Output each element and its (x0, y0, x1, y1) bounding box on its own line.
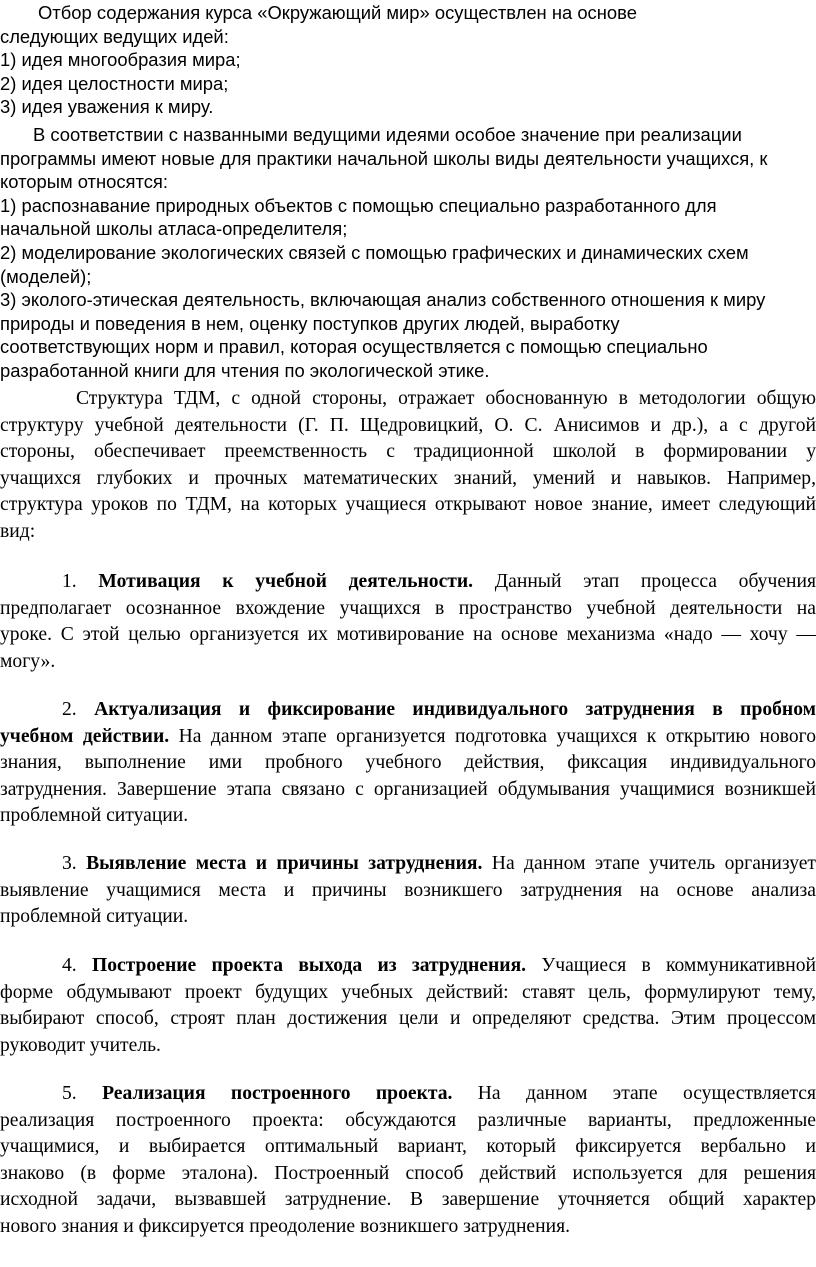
stage-line: проблемной ситуации. (0, 805, 189, 827)
tdm-line: структура уроков по ТДМ, на которых учащиеся открывают новое знание, имеет следующий (0, 494, 816, 516)
stage-text: Учащиеся в коммуникативной (541, 955, 816, 976)
activities-line: 1) распознавание природных объектов с помощью специально разработанного для (0, 194, 717, 216)
activities-line: (моделей); (0, 265, 92, 287)
tdm-line: вид: (0, 520, 36, 542)
idea-item: 2) идея целостности мира; (0, 72, 229, 94)
activities-line: начальной школы атласа-определителя; (0, 218, 348, 240)
stage-2-first-line (0, 697, 816, 724)
stage-number: 3. (62, 853, 77, 874)
stage-title: Выявление места и причины затруднения. (86, 853, 483, 874)
stage-title-cont: учебном действии. (0, 725, 170, 747)
activities-line: которым относятся: (0, 171, 168, 193)
stage-line: реализация построенного проекта: обсуждаются различные варианты, предложенные (0, 1109, 816, 1131)
stage-line: могу». (0, 650, 56, 672)
stage-1 (0, 569, 816, 675)
stage-line: руководит учитель. (0, 1034, 161, 1056)
stage-3 (0, 851, 816, 931)
activities-line: программы имеют новые для практики начальной школы виды деятельности учащихся, к (0, 147, 768, 169)
stage-line: выбирают способ, строят план достижения цели и определяют средства. Этим процессом (0, 1008, 816, 1030)
stage-line: исходной задачи, вызвавшей затруднение. В завершение уточняется общий характер (0, 1189, 816, 1211)
intro-line: Отбор содержания курса «Окружающий мир» осуществлен на основе (38, 2, 637, 23)
stage-text: На данном этапе осуществляется (477, 1083, 816, 1104)
activities-line: 2) моделирование экологических связей с помощью графических и динамических схем (0, 241, 749, 263)
stage-line: затруднения. Завершение этапа связано с организацией обдумывания учащимися возникшей (0, 778, 816, 800)
activities-line: разработанной книги для чтения по экологической этике. (0, 359, 490, 381)
stage-line: проблемной ситуации. (0, 906, 189, 928)
stage-2-second-line (0, 724, 816, 751)
stage-line: предполагает осознанное вхождение учащихся в пространство учебной деятельности на (0, 597, 816, 619)
stage-text: Данный этап процесса обучения (494, 571, 816, 592)
stage-4-first-line (0, 953, 816, 980)
tdm-line: Структура ТДМ, с одной стороны, отражает обоснованную в методологии общую (76, 388, 816, 409)
stage-2 (0, 697, 816, 830)
activities-line: соответствующих норм и правил, которая осуществляется с помощью специально (0, 336, 708, 358)
intro-line: следующих ведущих идей: (0, 25, 229, 47)
activities-line: природы и поведения в нем, оценку поступков других людей, выработку (0, 312, 620, 334)
stage-line: уроке. С этой целью организуется их мотивирование на основе механизма «надо — хочу — (0, 624, 816, 646)
activities-line: 3) эколого-этическая деятельность, включающая анализ собственного отношения к миру (0, 289, 766, 311)
stage-4 (0, 953, 816, 1059)
stage-number: 5. (62, 1083, 77, 1104)
stage-text: На данном этапе учитель организует (491, 853, 816, 874)
stage-5-first-line (0, 1081, 816, 1108)
stage-text: На данном этапе организуется подготовка учащихся к открытию нового (178, 725, 816, 747)
stage-line: учащимися, и выбирается оптимальный вариант, который фиксируется вербально и (0, 1136, 816, 1158)
tdm-line: стороны, обеспечивает преемственность с традиционной школой в формировании у (0, 441, 816, 463)
stage-line: знаково (в форме эталона). Построенный способ действий используется для решения (0, 1162, 816, 1184)
stage-title: Мотивация к учебной деятельности. (98, 571, 474, 592)
stage-5 (0, 1081, 816, 1241)
stage-3-first-line (0, 851, 816, 878)
stage-line: знания, выполнение ими пробного учебного действия, фиксация индивидуального (0, 752, 816, 774)
tdm-line: учащихся глубоких и прочных математических знаний, умений и навыков. Например, (0, 467, 816, 489)
activities-line: В соответствии с названными ведущими идеями особое значение при реализации (33, 124, 742, 145)
idea-item: 3) идея уважения к миру. (0, 96, 214, 118)
stage-line: нового знания и фиксируется преодоление возникшего затруднения. (0, 1215, 571, 1237)
activities-paragraph (0, 123, 816, 383)
tdm-line: структуру учебной деятельности (Г. П. Щедровицкий, О. С. Анисимов и др.), а с другой (0, 414, 816, 436)
stage-title: Актуализация и фиксирование индивидуального затруднения в пробном (94, 699, 816, 720)
stage-line: выявление учащимися места и причины возникшего затруднения на основе анализа (0, 879, 816, 901)
tdm-paragraph (0, 386, 816, 546)
stage-1-first-line (0, 569, 816, 596)
stage-title: Реализация построенного проекта. (102, 1083, 453, 1104)
stage-number: 4. (62, 955, 77, 976)
stage-number: 1. (62, 571, 77, 592)
idea-item: 1) идея многообразия мира; (0, 49, 241, 71)
stage-line: форме обдумывают проект будущих учебных действий: ставят цель, формулируют тему, (0, 981, 816, 1003)
intro-paragraph (0, 1, 816, 119)
stage-title: Построение проекта выхода из затруднения. (91, 955, 527, 976)
stage-number: 2. (62, 699, 77, 720)
